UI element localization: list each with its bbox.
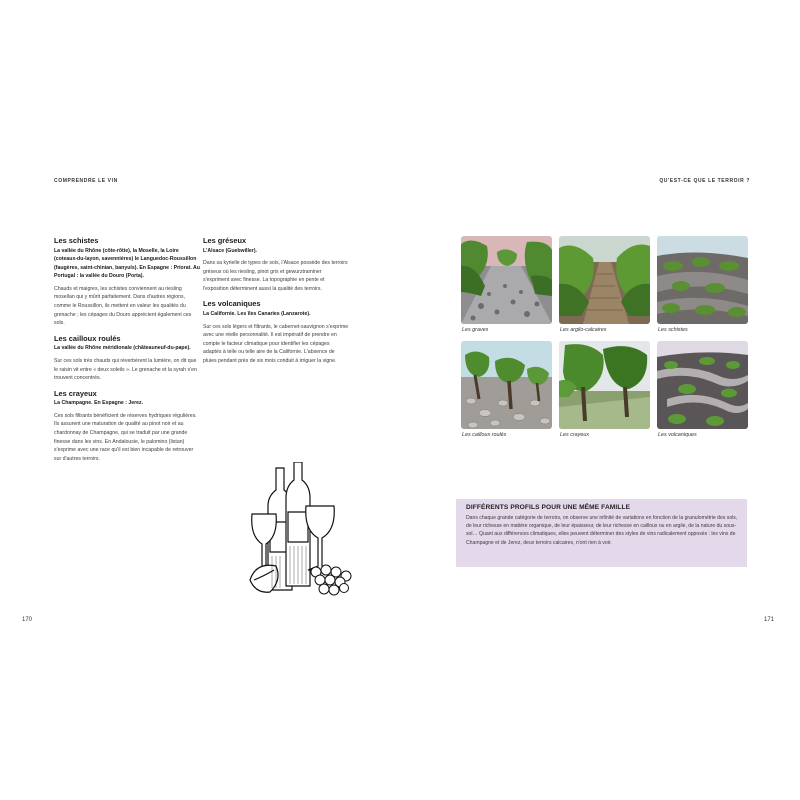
- heading-greseux: Les gréseux: [203, 236, 247, 245]
- tile-schistes: [657, 236, 748, 333]
- schistes-vineyard-illustration: [657, 236, 748, 324]
- regions-crayeux: La Champagne. En Espagne : Jerez.: [54, 400, 144, 407]
- running-head-right: QU'EST-CE QUE LE TERROIR ?: [659, 178, 750, 184]
- info-box-title: DIFFÉRENTS PROFILS POUR UNE MÊME FAMILLE: [466, 504, 631, 511]
- column-left: [54, 236, 200, 469]
- caption-cailloux-roules: Les cailloux roulés: [462, 432, 507, 438]
- text-volcaniques: Sur ces sols légers et filtrants, le cabernet-sauvignon s'exprime avec une réelle personnalité. Il est impératif de prendre en compte le facteur climatique pour identifier les cépages adaptés à telle ou telle aire de la Californie. L'absence de pluies pendant près de six mois conduit à irriguer la vigne.: [203, 323, 349, 364]
- regions-cailloux-roules: La vallée du Rhône méridionale (châteauneuf-du-pape).: [54, 345, 191, 352]
- caption-graves: Les graves: [462, 327, 489, 333]
- section-volcaniques: [203, 299, 349, 365]
- section-crayeux: [54, 389, 200, 464]
- cailloux-roules-vineyard-illustration: [461, 341, 552, 429]
- page-number-right: 171: [763, 617, 774, 623]
- argilo-calcaire-vineyard-illustration: [559, 236, 650, 324]
- regions-schistes: La vallée du Rhône (côte-rôtie), la Moselle, la Loire (coteaux-du-layon, savennières) le Languedoc-Roussillon (faugères, saint-chinian, banyuls). En Espagne : Priorat. Au Portugal : la vallée du Douro (Porta).: [54, 247, 200, 280]
- text-schistes: Chauds et maigres, les schistes conviennent au riesling mosellan qui y mûrit parfaitement. Dans d'autres régions, comme le Roussillon, ils mettent en valeur les qualités du grenache ; les cépages du Douro apprécient également ces sols.: [54, 285, 192, 327]
- section-greseux: [203, 236, 349, 293]
- column-middle: [203, 236, 349, 372]
- text-greseux: Dans sa kyrielle de types de sols, l'Alsace possède des terroirs gréseux où les riesling, pinot gris et gewurztraminer s'expriment avec finesse. La topographie en pente et l'exposition déterminent aussi la qualité des terroirs.: [203, 260, 348, 292]
- info-box: [456, 499, 747, 567]
- tile-cailloux-roules: [461, 341, 552, 438]
- tile-volcaniques: [657, 341, 748, 438]
- caption-argilo-calcaires: Les argilo-calcaires: [560, 327, 607, 333]
- crayeux-vineyard-illustration: [559, 341, 650, 429]
- section-schistes: [54, 236, 200, 328]
- text-cailloux-roules: Sur ces sols très chauds qui réverbèrent la lumière, on dit que le raisin vit entre « deux soleils ». Le grenache et la syrah s'en trouvent concentrés.: [54, 357, 197, 382]
- graves-vineyard-illustration: [461, 236, 552, 324]
- caption-volcaniques: Les volcaniques: [658, 432, 697, 438]
- volcaniques-vineyard-illustration: [657, 341, 748, 429]
- regions-greseux: L'Alsace (Guebwiller).: [203, 247, 257, 254]
- tile-crayeux: [559, 341, 650, 438]
- page-number-left: 170: [22, 617, 33, 623]
- heading-crayeux: Les crayeux: [54, 388, 97, 398]
- text-crayeux: Ces sols filtrants bénéficient de réserves hydriques régulières. Ils assurent une maturation de qualité au pinot noir et au chardonnay de Champagne, qui se traduit par une grande finesse dans les vins. En Andalousie, le palomino (listan) s'exprime avec une race qu'il est bien incapable de retrouver sur d'autres terroirs.: [54, 412, 197, 462]
- heading-volcaniques: Les volcaniques: [203, 299, 261, 309]
- running-head-left: COMPRENDRE LE VIN: [54, 178, 118, 184]
- caption-schistes: Les schistes: [658, 327, 688, 333]
- caption-crayeux: Les crayeux: [560, 432, 590, 438]
- heading-cailloux-roules: Les cailloux roulés: [54, 333, 121, 343]
- info-box-text: Dans chaque grande catégorie de terroirs, on observe une infinité de variations en fonction de la granulométrie des sols, de leur richesse en matière organique, de leur épaisseur, de leur richesse en cailloux ou en argile, de la nature du sous-sol… Quant aux différences climatiques, elles peuvent déterminer des styles de vins radicalement opposés : les vins de Champagne et de Jerez, deux terroirs calcaires, n'ont rien à voir.: [466, 515, 738, 546]
- heading-schistes: Les schistes: [54, 236, 99, 245]
- regions-volcaniques: La Californie. Les îles Canaries (Lanzarote).: [203, 310, 311, 317]
- tile-graves: [461, 236, 552, 333]
- tile-argilo-calcaires: [559, 236, 650, 333]
- wine-bottles-glasses-grapes-icon: [246, 462, 358, 598]
- section-cailloux-roules: [54, 334, 200, 383]
